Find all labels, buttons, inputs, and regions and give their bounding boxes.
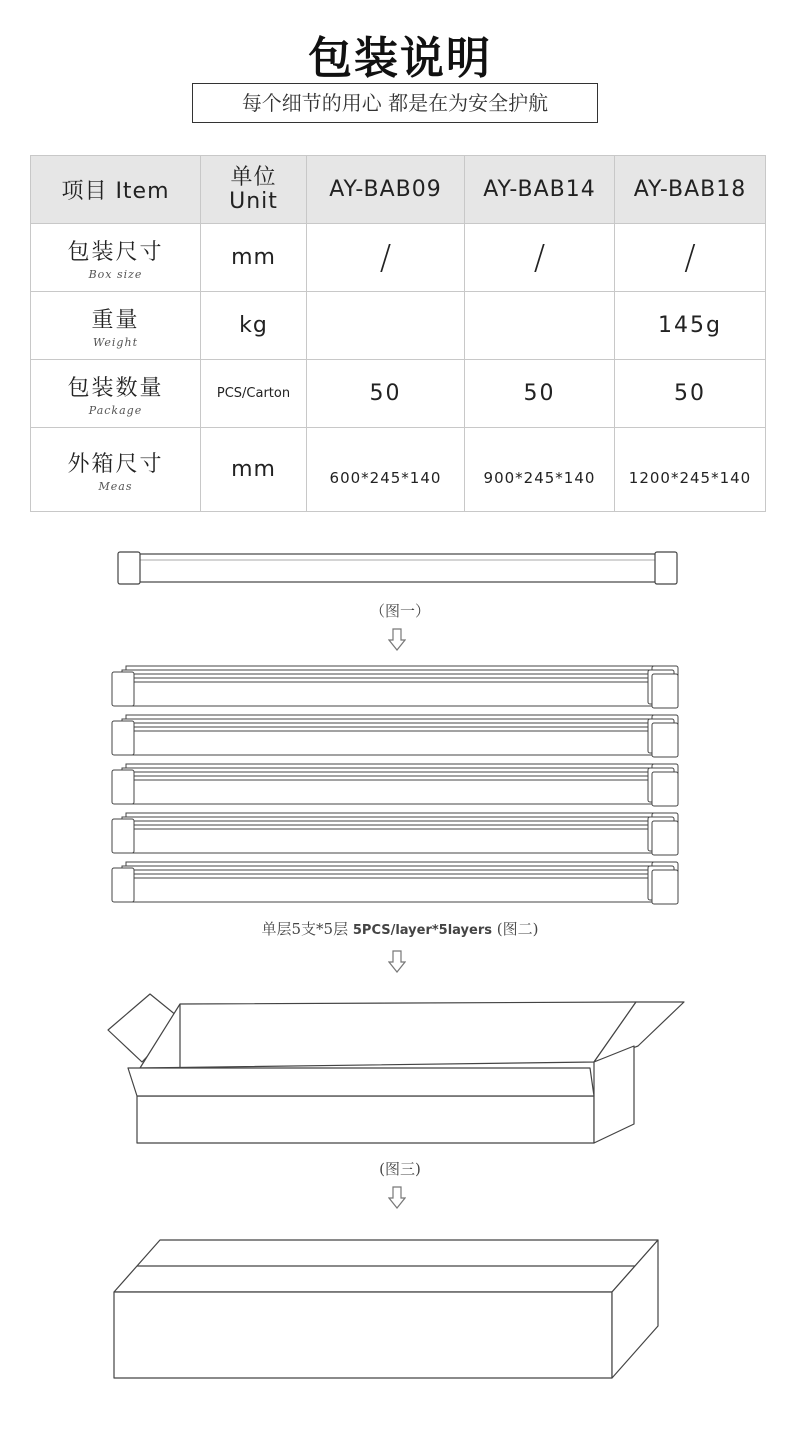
row-value: 50 (307, 360, 465, 428)
down-arrow-icon (388, 628, 406, 652)
row-label-zh: 包装数量 (67, 375, 164, 401)
carton-box-icon (0, 1236, 800, 1384)
figure-2-caption-en: 5PCS/layer*5layers (352, 923, 492, 938)
row-label-en: Box size (88, 267, 143, 281)
row-value: / (615, 224, 766, 292)
page-subtitle: 每个细节的用心 都是在为安全护航 (192, 83, 598, 123)
row-unit: mm (201, 428, 307, 512)
row-label (31, 428, 201, 512)
stacked-bars-icon (0, 662, 800, 912)
open-carton-icon (0, 988, 800, 1148)
figure-2-caption-label: (图二) (496, 920, 539, 938)
header-unit-zh: 单位 (230, 164, 277, 190)
table-row (31, 292, 766, 360)
row-value: 600*245*140 (307, 428, 465, 512)
header-model-2: AY-BAB14 (465, 156, 615, 224)
row-label-zh: 外箱尺寸 (67, 451, 164, 477)
row-label-zh: 重量 (91, 307, 140, 333)
row-value: 50 (615, 360, 766, 428)
page-title: 包装说明 (308, 33, 492, 84)
row-label-en: Package (88, 403, 143, 417)
row-label (31, 224, 201, 292)
row-value: 1200*245*140 (615, 428, 766, 512)
table-row (31, 360, 766, 428)
row-value: 50 (465, 360, 615, 428)
spec-table (30, 155, 766, 512)
row-value: / (465, 224, 615, 292)
table-header-row (31, 156, 766, 224)
down-arrow-icon (388, 1186, 406, 1210)
row-value (465, 292, 615, 360)
row-label-en: Meas (98, 479, 133, 493)
row-value: / (307, 224, 465, 292)
figure-2-caption-zh: 单层5支*5层 (261, 920, 349, 938)
row-label (31, 292, 201, 360)
row-unit: kg (201, 292, 307, 360)
row-value (307, 292, 465, 360)
table-row (31, 224, 766, 292)
bar-icon (0, 548, 800, 588)
row-label-zh: 包装尺寸 (67, 239, 164, 265)
figure-3-caption: (图三) (379, 1160, 421, 1178)
header-model-1: AY-BAB09 (307, 156, 465, 224)
row-value: 900*245*140 (465, 428, 615, 512)
row-value: 145g (615, 292, 766, 360)
header-model-3: AY-BAB18 (615, 156, 766, 224)
figure-1-caption: （图一） (369, 602, 430, 620)
row-unit: PCS/Carton (201, 360, 307, 428)
row-unit: mm (201, 224, 307, 292)
figure-2-caption (0, 918, 800, 939)
table-row (31, 428, 766, 512)
row-label (31, 360, 201, 428)
header-unit-en: Unit (229, 188, 278, 214)
down-arrow-icon (388, 950, 406, 974)
row-label-en: Weight (93, 335, 138, 349)
header-unit (201, 156, 307, 224)
header-item: 项目 Item (31, 156, 201, 224)
